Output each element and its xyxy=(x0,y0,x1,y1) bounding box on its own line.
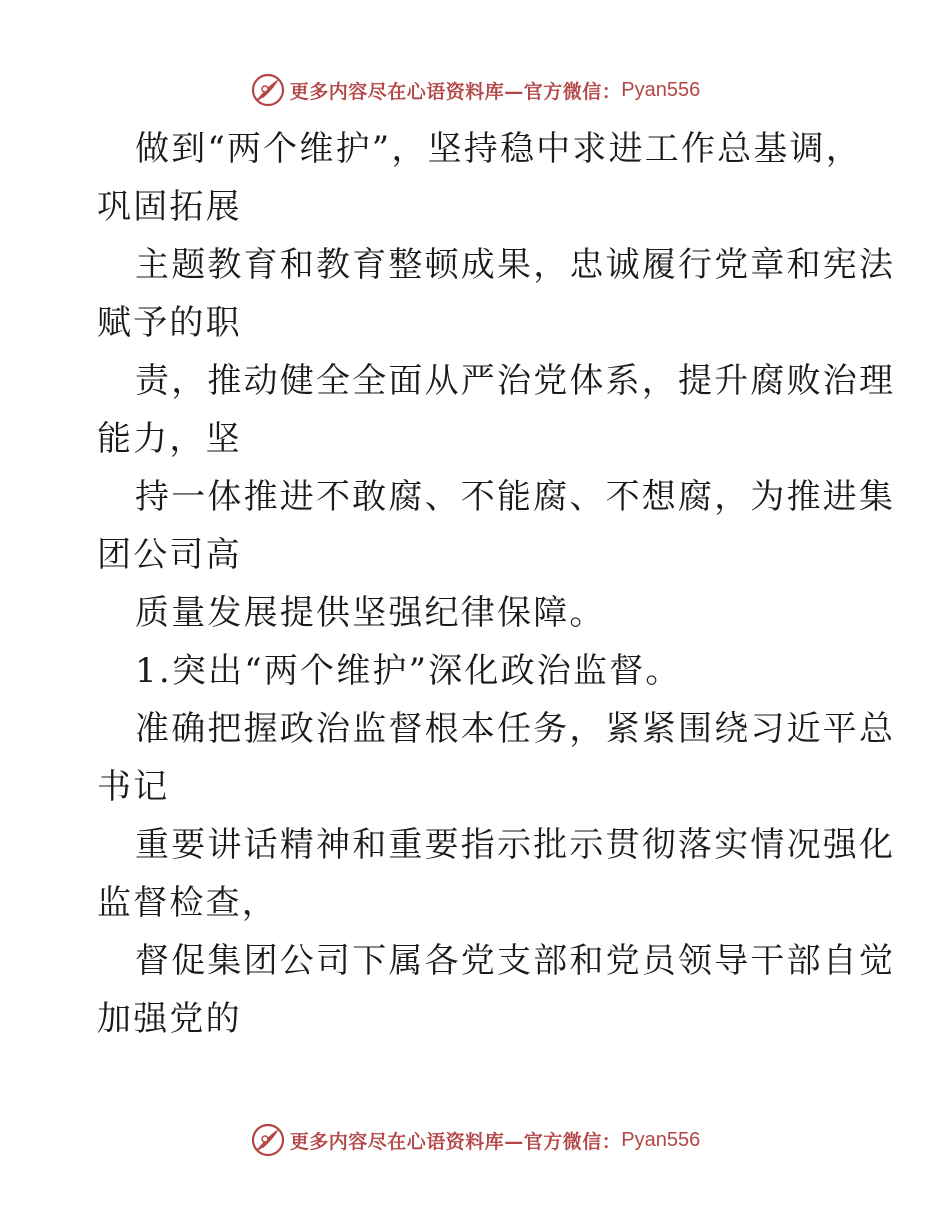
footer-watermark xyxy=(0,1120,950,1160)
text-line: 巩固拓展 xyxy=(97,187,242,227)
document-body xyxy=(97,120,896,1048)
text-line: 加强党的 xyxy=(97,999,242,1039)
text-line: 团公司高 xyxy=(97,535,242,575)
text-line: 书记 xyxy=(97,767,170,807)
header-watermark xyxy=(0,70,950,110)
text-line: 持一体推进不敢腐、不能腐、不想腐，为推进集 xyxy=(135,477,896,517)
watermark-label: 更多内容尽在心语资料库—官方微信： xyxy=(289,1130,622,1153)
text-line: 监督检查， xyxy=(97,883,278,923)
text-line: 重要讲话精神和重要指示批示贯彻落实情况强化 xyxy=(135,825,896,865)
text-line: 做到“两个维护”，坚持稳中求进工作总基调， xyxy=(135,129,862,169)
text-line: 责，推动健全全面从严治党体系，提升腐败治理 xyxy=(135,361,896,401)
text-line: 质量发展提供坚强纪律保障。 xyxy=(135,593,606,633)
watermark-account: Pyan556 xyxy=(621,1128,701,1151)
section-heading: 1.突出“两个维护”深化政治监督。 xyxy=(135,651,682,691)
watermark-label: 更多内容尽在心语资料库—官方微信： xyxy=(289,80,622,103)
text-line: 准确把握政治监督根本任务，紧紧围绕习近平总 xyxy=(135,709,896,749)
watermark-account: Pyan556 xyxy=(621,78,701,101)
text-line: 督促集团公司下属各党支部和党员领导干部自觉 xyxy=(135,941,896,981)
text-line: 主题教育和教育整顿成果，忠诚履行党章和宪法 xyxy=(135,245,896,285)
quill-seal-icon xyxy=(250,72,286,108)
quill-seal-icon xyxy=(250,1122,286,1158)
text-line: 能力，坚 xyxy=(97,419,242,459)
text-line: 赋予的职 xyxy=(97,303,242,343)
